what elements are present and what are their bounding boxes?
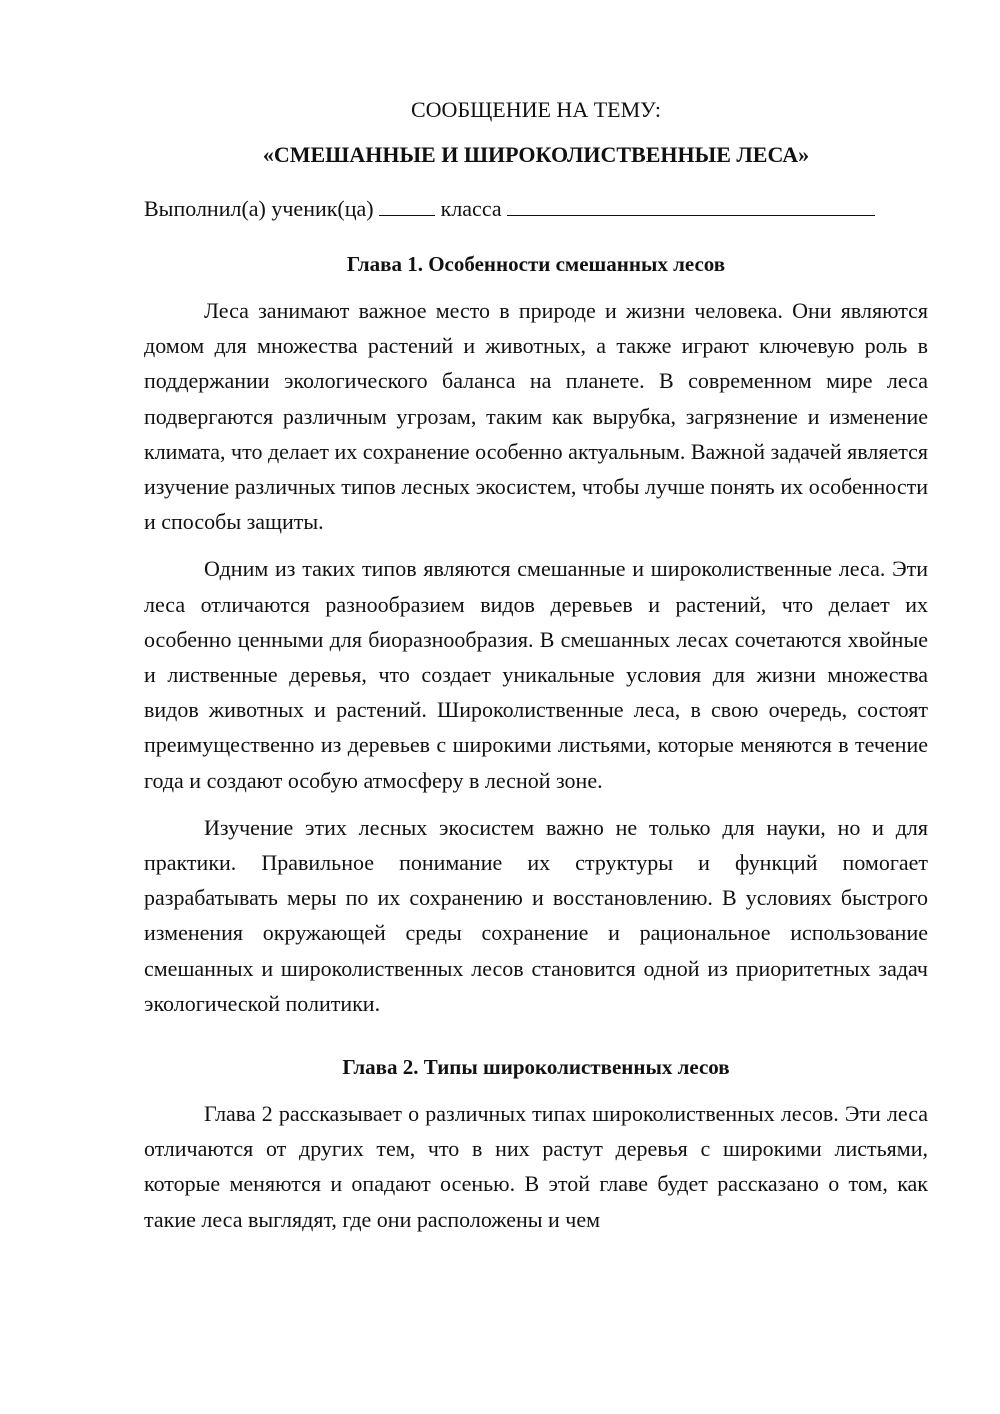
chapter-2-heading: Глава 2. Типы широколиственных лесов [342,1055,730,1080]
document-content [144,94,928,1249]
chapter-1-paragraph-3: Изучение этих лесных экосистем важно не только для науки, но и для практики. Правильное понимание их структуры и функций помогает разрабатывать меры по их сохранению и восстановлению. В условиях быстрого изменения окружающей среды сохранение и рациональное использование смешанных и широколиственных лесов становится одной из приоритетных задач экологической политики. [144,814,928,1016]
byline-prefix: Выполнил(а) ученик(ца) [144,196,374,221]
byline-middle: класса [440,196,502,221]
document-title-line-2: «СМЕШАННЫЕ И ШИРОКОЛИСТВЕННЫЕ ЛЕСА» [262,142,810,167]
chapter-1-paragraph-1: Леса занимают важное место в природе и жизни человека. Они являются домом для множества растений и животных, а также играют ключевую роль в поддержании экологического баланса на планете. В современном мире леса подвергаются различным угрозам, таким как вырубка, загрязнение и изменение климата, что делает их сохранение особенно актуальным. Важной задачей является изучение различных типов лесных экосистем, чтобы лучше понять их особенности и способы защиты. [144,298,928,535]
chapter-1-heading: Глава 1. Особенности смешанных лесов [346,252,726,276]
class-number-blank [379,193,435,216]
author-byline [144,193,928,225]
student-name-blank [507,193,875,216]
chapter-2-paragraph-1: Глава 2 рассказывает о различных типах широколиственных лесов. Эти леса отличаются от других тем, что в них растут деревья с широкими листьями, которые меняются и опадают осенью. В этой главе будет рассказано о том, как такие леса выглядят, где они расположены и чем [144,1101,928,1232]
chapter-1-paragraph-2: Одним из таких типов являются смешанные и широколиственные леса. Эти леса отличаются разнообразием видов деревьев и растений, что делает их особенно ценными для биоразнообразия. В смешанных лесах сочетаются хвойные и лиственные деревья, что создает уникальные условия для жизни множества видов животных и растений. Широколиственные леса, в свою очередь, состоят преимущественно из деревьев с широкими листьями, которые меняются в течение года и создают особую атмосферу в лесной зоне. [144,556,928,793]
document-title-line-1: СООБЩЕНИЕ НА ТЕМУ: [411,97,661,122]
